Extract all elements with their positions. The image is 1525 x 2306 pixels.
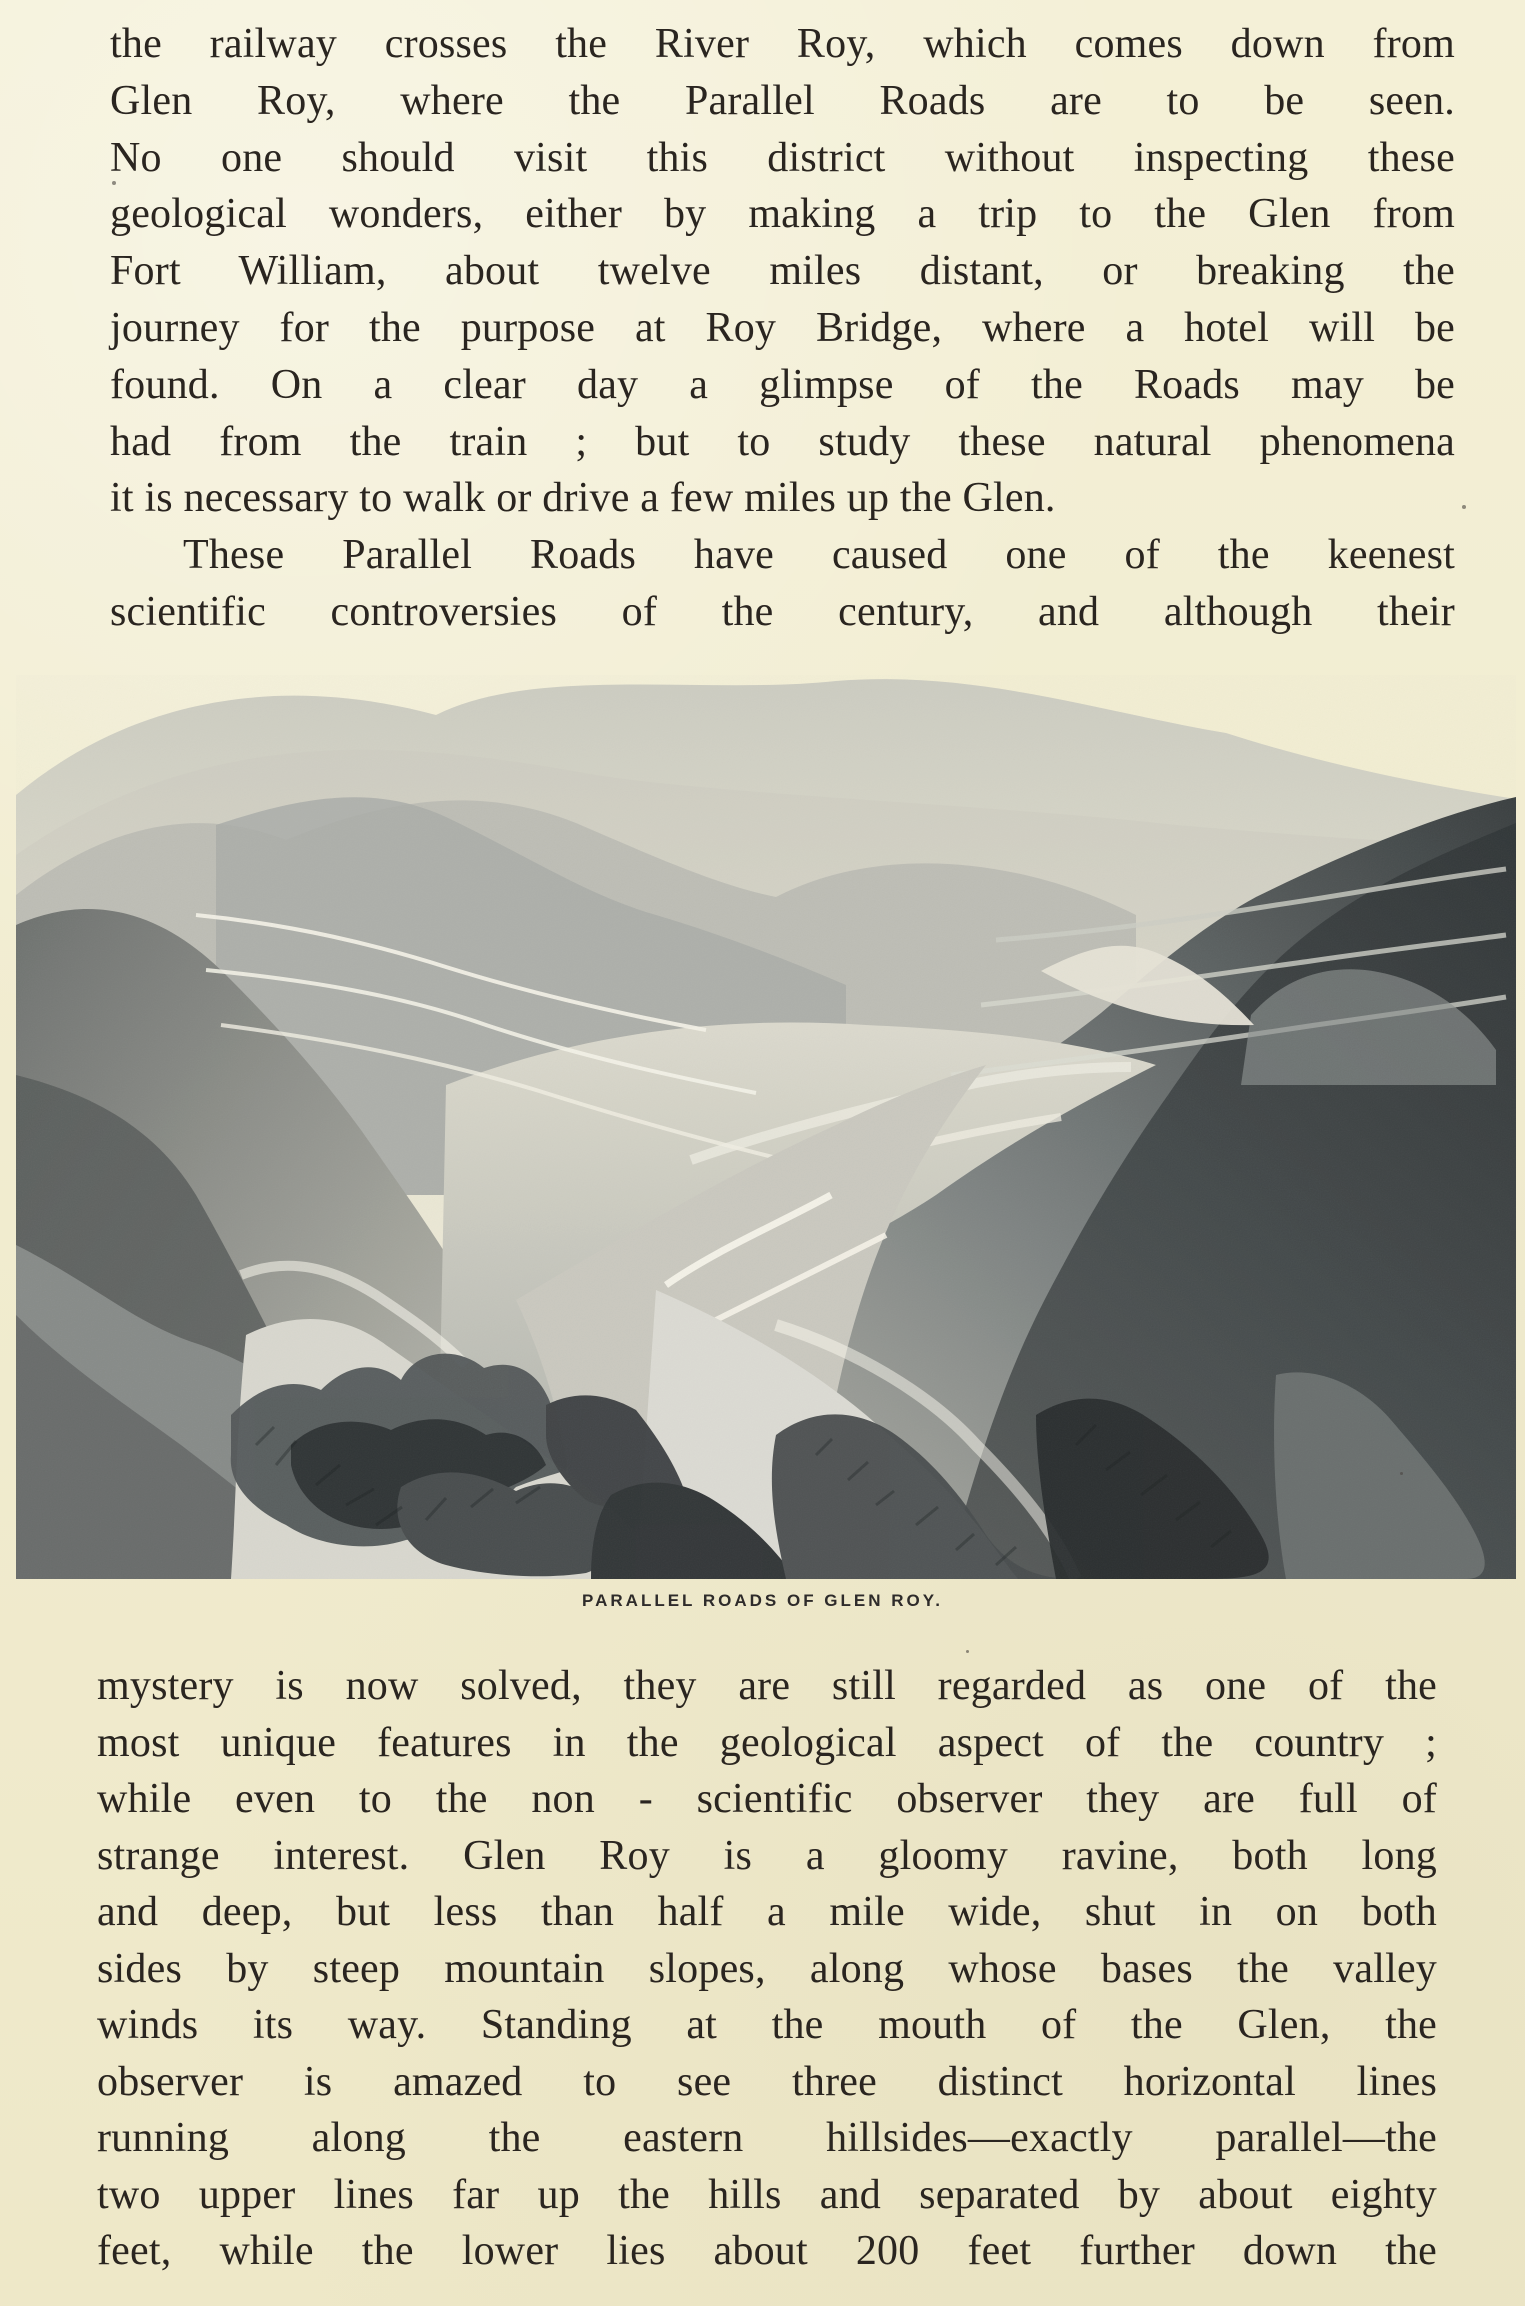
paper-speck: [112, 181, 116, 185]
paper-speck: [1400, 1472, 1403, 1475]
glen-roy-illustration: [16, 675, 1516, 1579]
paragraph-start-line: These Parallel Roads have caused one of the keenest: [183, 532, 1455, 579]
text-line: observer is amazed to see three distinct horizontal lines: [97, 2058, 1437, 2105]
text-line: two upper lines far up the hills and separated by about eighty: [97, 2171, 1437, 2218]
text-line: it is necessary to walk or drive a few miles up the Glen.: [110, 475, 1056, 522]
text-line: mystery is now solved, they are still regarded as one of the: [97, 1663, 1437, 1709]
paper-speck: [966, 1650, 969, 1653]
text-line: and deep, but less than half a mile wide, shut in on both: [97, 1889, 1437, 1935]
text-line: journey for the purpose at Roy Bridge, where a hotel will be: [110, 304, 1455, 351]
text-line: geological wonders, either by making a trip to the Glen from: [110, 191, 1455, 238]
text-line: the railway crosses the River Roy, which comes down from: [110, 21, 1455, 67]
upper-text-block: [110, 16, 1455, 641]
text-line: running along the eastern hillsides—exactly parallel—the: [97, 2115, 1437, 2161]
text-line: while even to the non - scientific observer they are full of: [97, 1776, 1437, 1822]
text-line: strange interest. Glen Roy is a gloomy ravine, both long: [97, 1832, 1437, 1879]
text-line: feet, while the lower lies about 200 feet further down the: [97, 2228, 1437, 2274]
lower-text-block: [97, 1658, 1437, 2280]
illustration-caption: PARALLEL ROADS OF GLEN ROY.: [582, 1591, 943, 1610]
text-line: had from the train ; but to study these natural phenomena: [110, 418, 1455, 465]
text-line: Fort William, about twelve miles distant, or breaking the: [110, 248, 1455, 295]
text-line: most unique features in the geological aspect of the country ;: [97, 1719, 1437, 1766]
text-line: winds its way. Standing at the mouth of the Glen, the: [97, 2002, 1437, 2048]
text-line: Glen Roy, where the Parallel Roads are to be seen.: [110, 77, 1455, 124]
text-line: No one should visit this district without inspecting these: [110, 134, 1455, 181]
text-line: found. On a clear day a glimpse of the Roads may be: [110, 361, 1455, 408]
paper-speck: [1462, 505, 1466, 509]
text-line: sides by steep mountain slopes, along whose bases the valley: [97, 1945, 1437, 1992]
text-line: scientific controversies of the century, and although their: [110, 588, 1455, 635]
